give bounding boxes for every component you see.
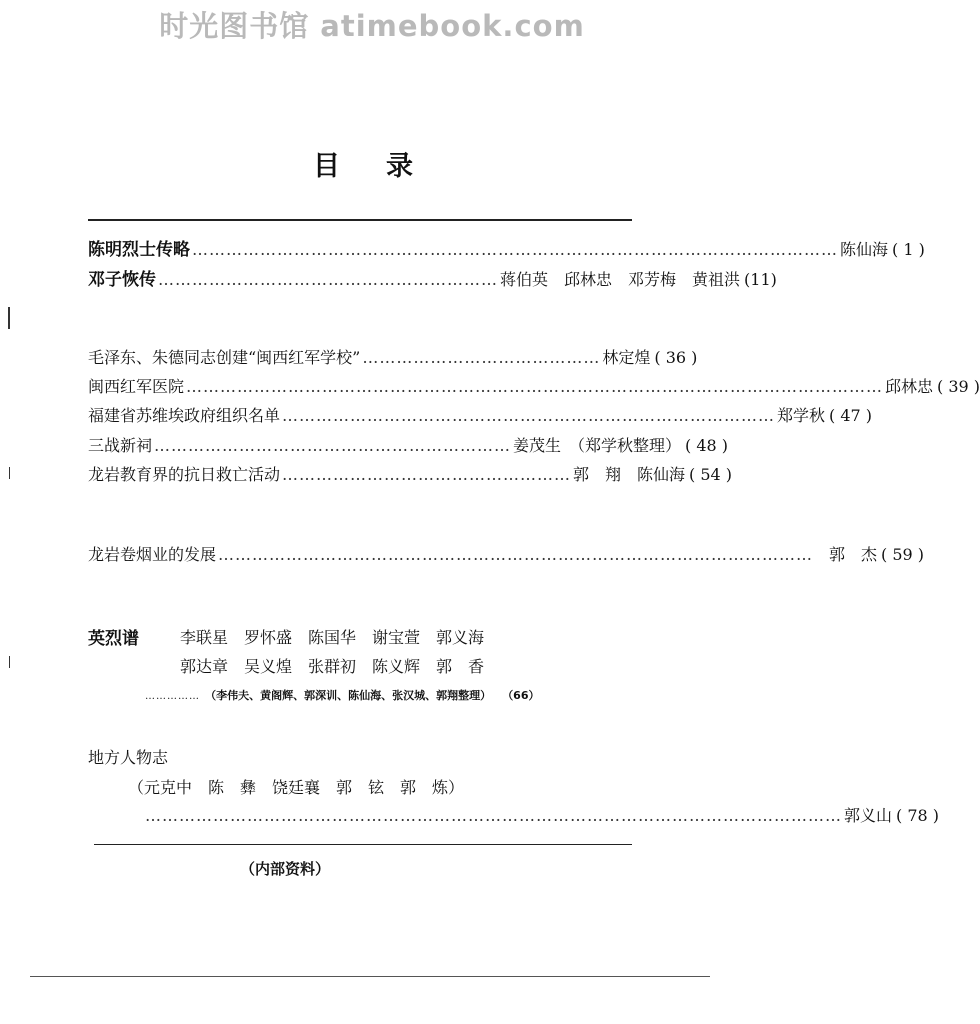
toc-entry-title: 三战新祠	[88, 436, 153, 455]
toc-entry	[88, 436, 729, 456]
leader-dots: ……………………………………………………………………………………………	[218, 545, 814, 564]
leader-dots: ……………………………………………………………………………	[282, 406, 776, 425]
toc-entry-author: 郭义山	[844, 806, 893, 825]
martyrs-page: （66）	[502, 689, 540, 702]
toc-entry	[88, 406, 873, 426]
toc-entry-title: 陈明烈士传略	[88, 240, 190, 260]
toc-entry-title: 福建省苏维埃政府组织名单	[88, 406, 281, 425]
margin-mark	[9, 467, 10, 479]
margin-mark	[9, 656, 10, 668]
leader-dots: ……………………………………………………………………………………………………………	[186, 377, 884, 396]
margin-mark	[8, 307, 10, 329]
page-bottom-edge	[30, 976, 710, 977]
local-names: （元克中 陈 彝 饶廷襄 郭 铉 郭 炼）	[128, 778, 465, 797]
toc-entry-author: 邱林忠	[885, 377, 934, 396]
leader-dots: ……………	[145, 691, 200, 702]
toc-entry-title: 龙岩教育界的抗日救亡活动	[88, 465, 281, 484]
toc-entry-author: 蒋伯英 邱林忠 邓芳梅 黄祖洪	[500, 270, 741, 289]
top-rule	[88, 219, 632, 221]
toc-entry	[88, 377, 980, 397]
toc-entry	[88, 348, 698, 368]
toc-entry-page: ( 39 )	[937, 377, 980, 396]
martyrs-credit: （李伟夫、黄阁辉、郭深训、陈仙海、张汉城、郭翔整理）	[205, 689, 492, 702]
martyrs-names-line2: 郭达章 吴义煌 张群初 陈义辉 郭 香	[180, 657, 485, 676]
internal-note: （内部资料）	[240, 860, 331, 878]
martyrs-heading: 英烈谱	[88, 629, 139, 649]
leader-dots: ………………………………………………………	[154, 436, 512, 455]
toc-entry-author: 郭 杰	[829, 545, 878, 564]
toc-entry-author: 陈仙海	[840, 240, 889, 259]
toc-entry-author: 郑学秋	[777, 406, 826, 425]
toc-entry-page: ( 48 )	[685, 436, 729, 455]
leader-dots: ……………………………………………………………………………………………………………	[145, 806, 842, 825]
toc-entry-author: 郭 翔 陈仙海	[573, 465, 686, 484]
toc-entry	[88, 270, 777, 290]
toc-entry-author: 林定煌	[602, 348, 651, 367]
toc-entry-page: ( 36 )	[654, 348, 698, 367]
leader-dots: ……………………………………………………	[158, 270, 498, 289]
toc-entry-author: 姜茂生 （郑学秋整理）	[513, 436, 682, 455]
toc-entry	[88, 240, 925, 260]
watermark: 时光图书馆 atimebook.com	[159, 9, 585, 43]
martyrs-credit-row	[145, 684, 540, 703]
leader-dots: ……………………………………	[362, 348, 601, 367]
toc-entry-title: 龙岩卷烟业的发展	[88, 545, 217, 564]
martyrs-names-line1: 李联星 罗怀盛 陈国华 谢宝萱 郭义海	[180, 628, 485, 647]
local-entry	[145, 806, 940, 826]
page-title: 目录	[313, 151, 459, 182]
toc-entry-page: ( 47 )	[829, 406, 873, 425]
toc-entry-title: 邓子恢传	[88, 270, 156, 290]
bottom-rule	[94, 844, 632, 845]
leader-dots: ……………………………………………………………………………………………………	[192, 240, 838, 259]
toc-entry	[88, 465, 733, 485]
toc-entry-page: (11)	[744, 270, 777, 289]
toc-entry-page: ( 1 )	[892, 240, 925, 259]
toc-entry-title: 闽西红军医院	[88, 377, 185, 396]
toc-entry-page: ( 59 )	[881, 545, 925, 564]
toc-entry	[88, 545, 925, 565]
toc-entry-page: ( 54 )	[689, 465, 733, 484]
toc-entry-page: ( 78 )	[896, 806, 940, 825]
leader-dots: ……………………………………………	[282, 465, 572, 484]
toc-entry-title: 毛泽东、朱德同志创建“闽西红军学校”	[88, 348, 361, 367]
local-heading: 地方人物志	[88, 748, 169, 767]
